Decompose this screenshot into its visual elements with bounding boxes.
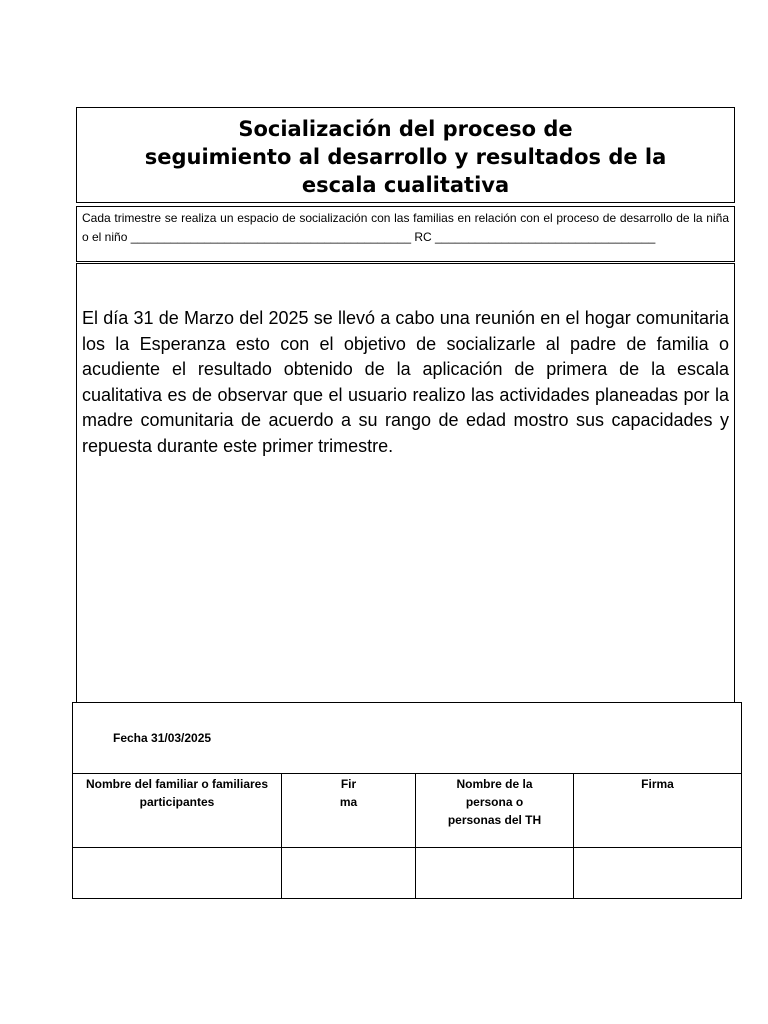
table-header-row — [73, 774, 742, 848]
cell-th-names[interactable] — [416, 848, 574, 899]
title-line-1: Socialización del proceso de — [238, 117, 573, 141]
title-line-3: escala cualitativa — [301, 173, 510, 197]
cell-family-signature[interactable] — [282, 848, 416, 899]
title-line-2: seguimiento al desarrollo y resultados de la — [144, 145, 667, 169]
document-title — [77, 108, 734, 199]
date-row — [73, 703, 742, 774]
cell-th-signature[interactable] — [574, 848, 742, 899]
table-row — [73, 848, 742, 899]
date-cell — [73, 703, 742, 774]
cell-family-names[interactable] — [73, 848, 282, 899]
header-family-signature: Fir ma — [282, 774, 416, 848]
header-th-signature: Firma — [574, 774, 742, 848]
header-family-names: Nombre del familiar o familiares participantes — [73, 774, 282, 848]
header-th-names: Nombre de la persona o personas del TH — [416, 774, 574, 848]
date-label: Fecha 31/03/2025 — [113, 731, 212, 745]
report-body-text: El día 31 de Marzo del 2025 se llevó a cabo una reunión en el hogar comunitaria los la Esperanza esto con el objetivo de socializarle al padre de familia o acudiente el resultado obtenido de la aplicación de primera de la escala cualitativa es de observar que el usuario realizo las actividades planeadas por la madre comunitaria de acuerdo a su rango de edad mostro sus capacidades y repuesta durante este primer trimestre. — [82, 308, 729, 456]
intro-box — [76, 206, 735, 262]
signature-table — [72, 702, 742, 899]
report-body-box — [76, 263, 735, 703]
title-box — [76, 107, 735, 203]
intro-text: Cada trimestre se realiza un espacio de socialización con las familias en relación con el proceso de desarrollo de la niña o el niño __________________________________________ RC _________________________________ — [82, 211, 729, 244]
